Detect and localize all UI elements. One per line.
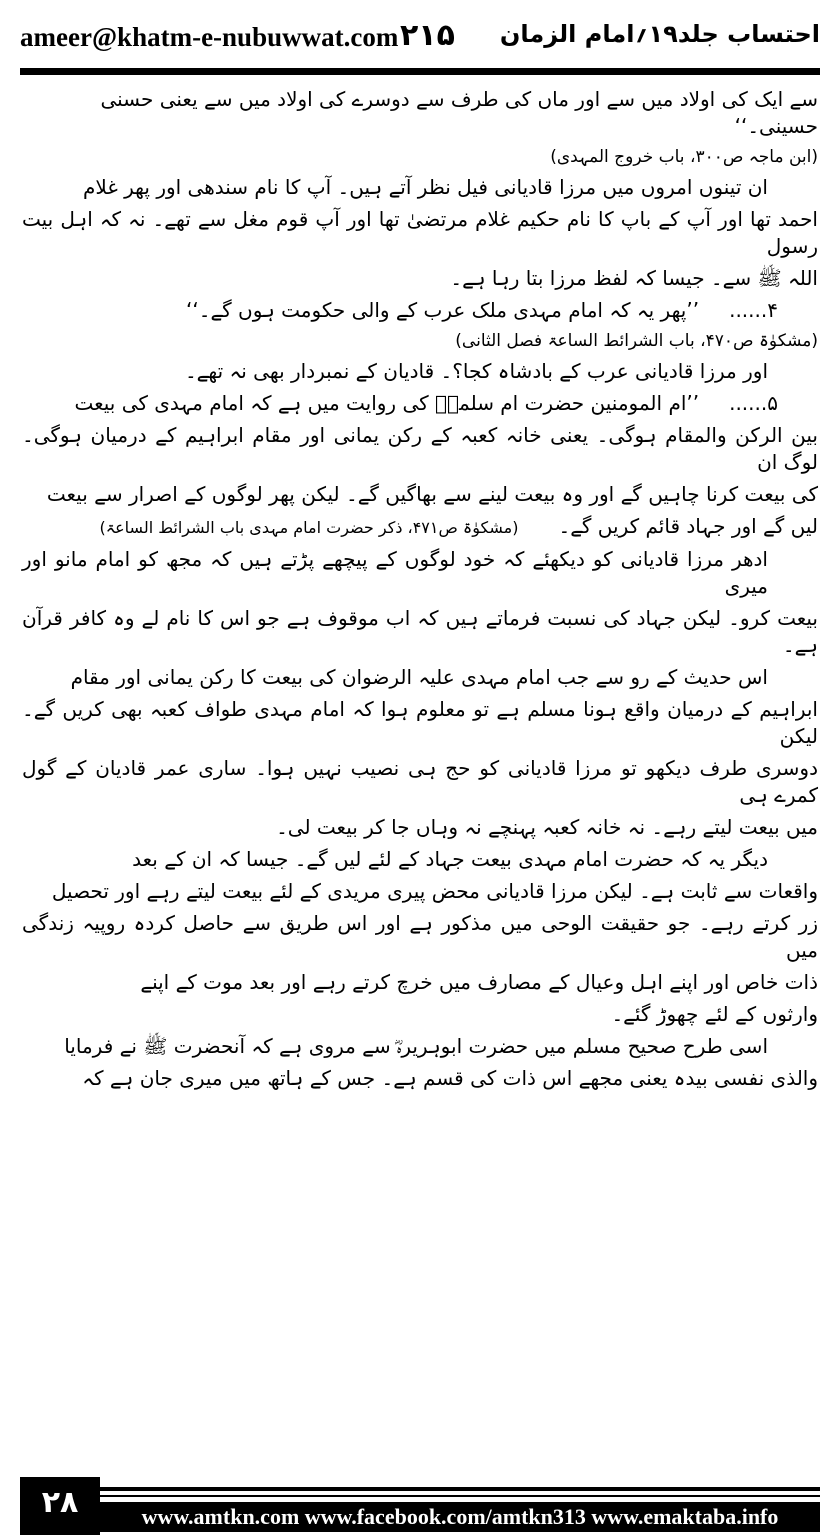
header-page-number: ۲۱۵ xyxy=(400,18,455,53)
text-line: بیعت کرو۔ لیکن جہاد کی نسبت فرماتے ہیں کہ اب موقوف ہے جو اس کا نام لے وہ کافر قرآن ہے۔ xyxy=(22,606,818,657)
footer-links: www.amtkn.com www.facebook.com/amtkn313 www.emaktaba.info xyxy=(100,1502,820,1532)
page-body xyxy=(22,86,818,1097)
text-line: والذی نفسی بیدہ یعنی مجھے اس ذات کی قسم ہے۔ جس کے ہاتھ میں میری جان ہے کہ xyxy=(82,1066,818,1090)
quote-text: ’’پھر یہ کہ امام مہدی ملک عرب کے والی حکومت ہوں گے۔‘‘ xyxy=(186,298,700,322)
header-rule xyxy=(20,68,820,75)
footer-rule xyxy=(100,1495,820,1497)
quote-text: ’’ام المومنین حضرت ام سلمہؓ کی روایت میں ہے کہ امام مہدی کی بیعت xyxy=(74,391,700,415)
inline-reference: (مشکوٰۃ ص۴۷۱، ذکر حضرت امام مہدی باب الشرائط الساعۃ) xyxy=(99,518,519,537)
numbered-item-5 xyxy=(22,390,818,417)
text-line: دیگر یہ کہ حضرت امام مہدی بیعت جہاد کے لئے لیں گے۔ جیسا کہ ان کے بعد xyxy=(132,847,768,871)
text-line: اللہ ﷺ سے۔ جیسا کہ لفظ مرزا بتا رہا ہے۔ xyxy=(450,266,818,290)
text-line-with-reference xyxy=(22,513,818,541)
text-line: سے ایک کی اولاد میں سے اور ماں کی طرف سے دوسرے کی اولاد میں سے یعنی حسنی حسینی۔‘‘ xyxy=(100,87,818,138)
text-line: میں بیعت لیتے رہے۔ نہ خانہ کعبہ پہنچے نہ وہاں جا کر بیعت لی۔ xyxy=(276,815,818,839)
text-line: اسی طرح صحیح مسلم میں حضرت ابوہریرہؓ سے مروی ہے کہ آنحضرت ﷺ نے فرمایا xyxy=(64,1034,768,1058)
header-book-title: احتساب جلد۱۹؍امام الزمان xyxy=(499,20,820,48)
reference-line: (مشکوٰۃ ص۴۷۰، باب الشرائط الساعۃ فصل الثانی) xyxy=(455,331,818,351)
text-line: ذات خاص اور اپنے اہل وعیال کے مصارف میں خرچ کرتے رہے اور بعد موت کے اپنے xyxy=(140,970,818,994)
text-line: وارثوں کے لئے چھوڑ گئے۔ xyxy=(611,1002,818,1026)
text-line: بین الرکن والمقام ہوگی۔ یعنی خانہ کعبہ کے رکن یمانی اور مقام ابراہیم کے درمیان ہوگی۔ لوگ ان xyxy=(22,423,818,474)
text-line: اور مرزا قادیانی عرب کے بادشاہ کجا؟۔ قادیان کے نمبردار بھی نہ تھے۔ xyxy=(184,359,768,383)
item-number: ۵...... xyxy=(729,391,778,415)
text-line: ابراہیم کے درمیان واقع ہونا مسلم ہے تو معلوم ہوا کہ امام مہدی طواف کعبہ بھی کریں گے۔ لیکن xyxy=(22,697,818,748)
text-line: واقعات سے ثابت ہے۔ لیکن مرزا قادیانی محض پیری مریدی کے لئے بیعت لیتے رہے اور تحصیل xyxy=(51,879,818,903)
reference-line: (ابن ماجہ ص۳۰۰، باب خروج المہدی) xyxy=(550,147,818,167)
text: لیں گے اور جہاد قائم کریں گے۔ xyxy=(558,514,818,538)
numbered-item-4 xyxy=(22,297,818,324)
text-line: دوسری طرف دیکھو تو مرزا قادیانی کو حج ہی نصیب نہیں ہوا۔ ساری عمر قادیان کے گول کمرے ہی xyxy=(22,756,818,807)
text-line: اس حدیث کے رو سے جب امام مہدی علیہ الرضوان کی بیعت کا رکن یمانی اور مقام xyxy=(70,665,768,689)
text-line: زر کرتے رہے۔ جو حقیقت الوحی میں مذکور ہے اور اس طریق سے حاصل کردہ روپیہ زندگی میں xyxy=(22,911,818,962)
header-email: ameer@khatm-e-nubuwwat.com xyxy=(20,22,399,52)
footer-page-counter: ۲۸ xyxy=(20,1477,100,1535)
text-line: ادھر مرزا قادیانی کو دیکھئے کہ خود لوگوں کے پیچھے پڑتے ہیں کہ مجھ کو امام مانو اور میری xyxy=(22,547,768,598)
footer-rule xyxy=(100,1487,820,1491)
text-line: احمد تھا اور آپ کے باپ کا نام حکیم غلام مرتضیٰ تھا اور آپ قوم مغل سے تھے۔ نہ کہ اہل بیت رسول xyxy=(22,207,818,258)
item-number: ۴...... xyxy=(729,298,778,322)
text-line: ان تینوں امروں میں مرزا قادیانی فیل نظر آتے ہیں۔ آپ کا نام سندھی اور پھر غلام xyxy=(83,175,768,199)
text-line: کی بیعت کرنا چاہیں گے اور وہ بیعت لینے سے بھاگیں گے۔ لیکن پھر لوگوں کے اصرار سے بیعت xyxy=(46,482,818,506)
